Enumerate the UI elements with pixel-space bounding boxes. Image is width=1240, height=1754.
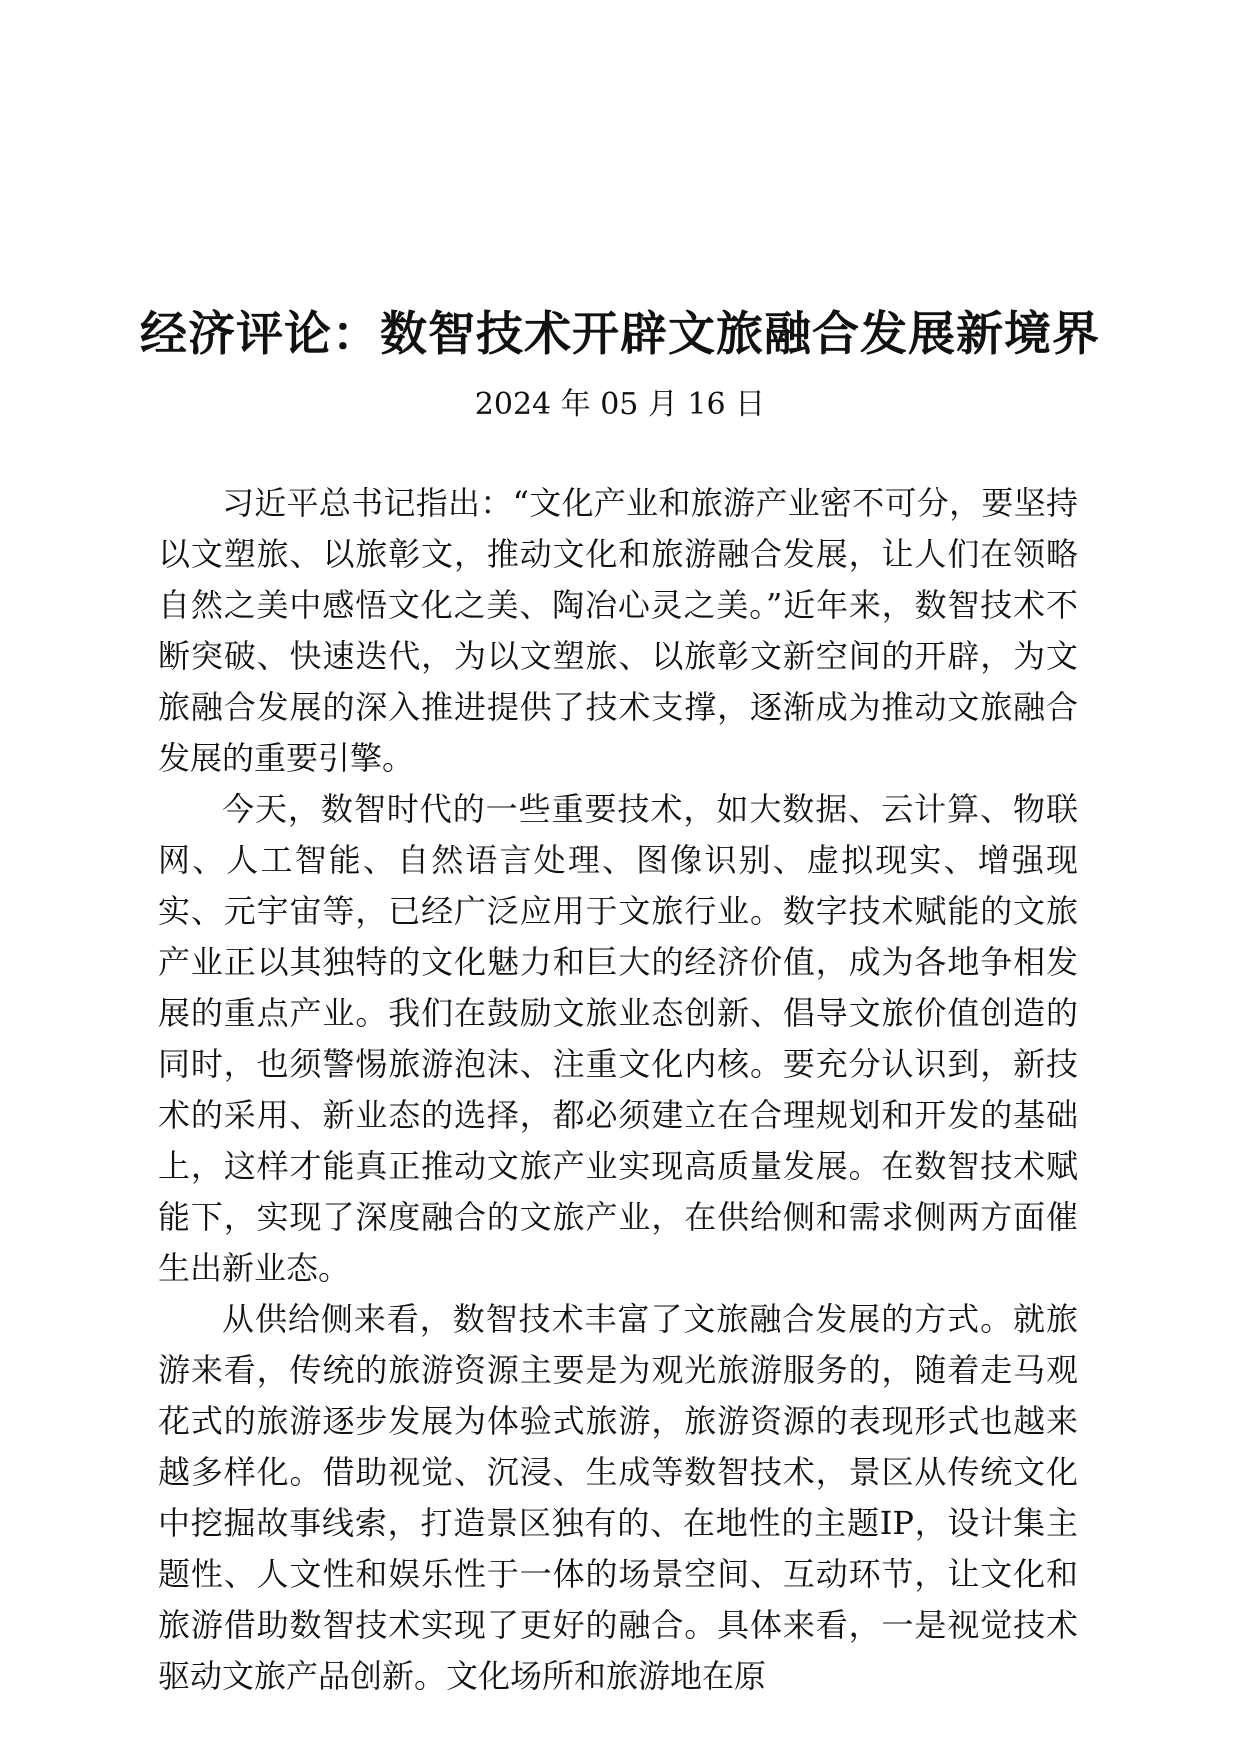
article-date: 2024 年 05 月 16 日 <box>474 387 766 422</box>
article-title: 经济评论：数智技术开辟文旅融合发展新境界 <box>140 307 1100 362</box>
paragraph-1: 习近平总书记指出：“文化产业和旅游产业密不可分，要坚持以文塑旅、以旅彰文，推动文化和旅游融合发展，让人们在领略自然之美中感悟文化之美、陶冶心灵之美。”近年来，数智技术不断突破、快速迭代，为以文塑旅、以旅彰文新空间的开辟，为文旅融合发展的深入推进提供了技术支撑，逐渐成为推动文旅融合发展的重要引擎。 <box>158 484 1078 777</box>
paragraph-3: 从供给侧来看，数智技术丰富了文旅融合发展的方式。就旅游来看，传统的旅游资源主要是为观光旅游服务的，随着走马观花式的旅游逐步发展为体验式旅游，旅游资源的表现形式也越来越多样化。借助视觉、沉浸、生成等数智技术，景区从传统文化中挖掘故事线索，打造景区独有的、在地性的主题IP，设计集主题性、人文性和娱乐性于一体的场景空间、互动环节，让文化和旅游借助数智技术实现了更好的融合。具体来看，一是视觉技术驱动文旅产品创新。文化场所和旅游地在原 <box>158 1300 1078 1695</box>
paragraph-2: 今天，数智时代的一些重要技术，如大数据、云计算、物联网、人工智能、自然语言处理、图像识别、虚拟现实、增强现实、元宇宙等，已经广泛应用于文旅行业。数字技术赋能的文旅产业正以其独特的文化魅力和巨大的经济价值，成为各地争相发展的重点产业。我们在鼓励文旅业态创新、倡导文旅价值创造的同时，也须警惕旅游泡沫、注重文化内核。要充分认识到，新技术的采用、新业态的选择，都必须建立在合理规划和开发的基础上，这样才能真正推动文旅产业实现高质量发展。在数智技术赋能下，实现了深度融合的文旅产业，在供给侧和需求侧两方面催生出新业态。 <box>158 790 1078 1287</box>
article-body <box>158 478 1078 1702</box>
